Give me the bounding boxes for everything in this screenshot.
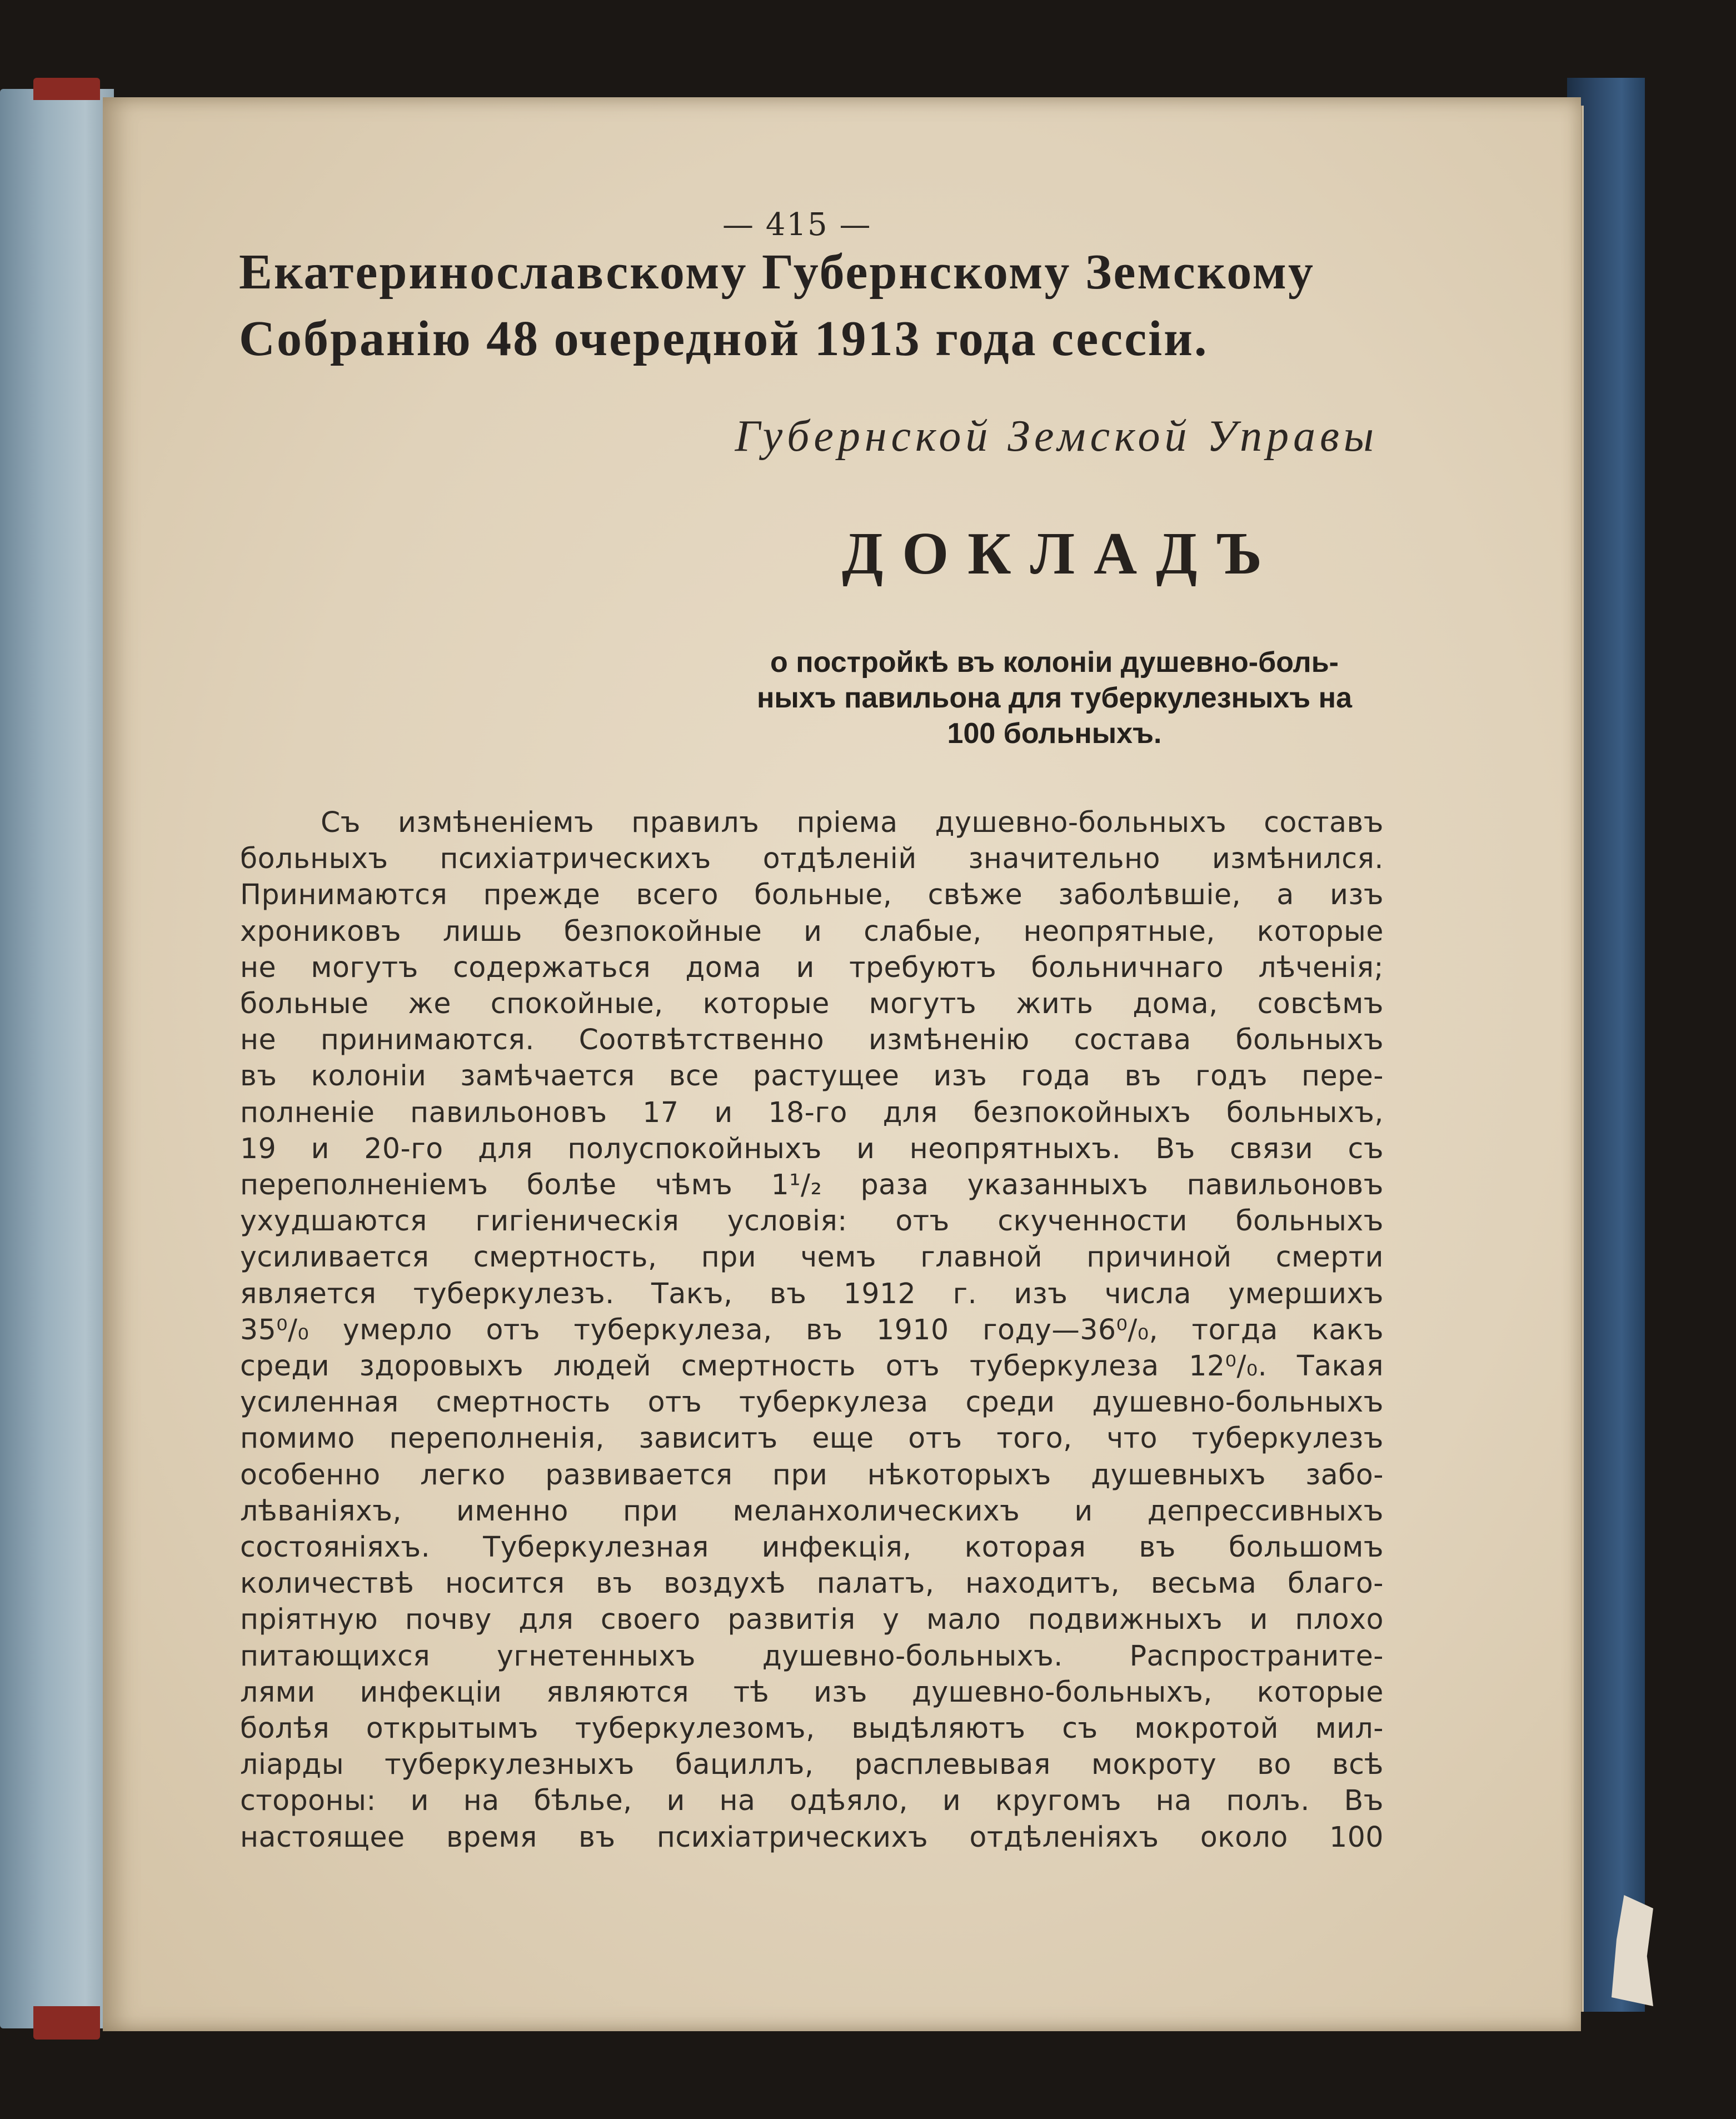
body-line: помимо переполненія, зависитъ еще отъ того, что туберкулезъ: [240, 1422, 1384, 1455]
body-line: является туберкулезъ. Такъ, въ 1912 г. изъ числа умершихъ: [240, 1277, 1384, 1310]
body-line: болѣя открытымъ туберкулезомъ, выдѣляютъ съ мокротой мил-: [240, 1712, 1384, 1745]
body-line: количествѣ носится въ воздухѣ палатъ, находитъ, весьма благо-: [240, 1567, 1384, 1600]
left-cover-red-band-top: [33, 78, 100, 100]
page-number: — 415 —: [722, 207, 872, 243]
body-line: усиливается смертность, при чемъ главной причиной смерти: [240, 1240, 1384, 1274]
document-heading: [239, 239, 1384, 372]
body-line: не могутъ содержаться дома и требуютъ больничнаго лѣченія;: [240, 950, 1384, 984]
report-subject: [725, 645, 1384, 751]
body-line: стороны: и на бѣлье, и на одѣяло, и кругомъ на полъ. Въ: [240, 1784, 1384, 1817]
body-line: лѣваніяхъ, именно при меланхолическихъ и депрессивныхъ: [240, 1494, 1384, 1527]
body-line: ухудшаются гигіеническія условія: отъ скученности больныхъ: [240, 1204, 1384, 1238]
report-title: ДОКЛАДЪ: [841, 521, 1281, 587]
subject-line-1: о постройкѣ въ колоніи душевно-боль-: [770, 646, 1339, 679]
body-line: питающихся угнетенныхъ душевно-больныхъ. Распространите-: [240, 1639, 1384, 1672]
body-line: въ колоніи замѣчается все растущее изъ года въ годъ пере-: [240, 1059, 1384, 1093]
body-line: Принимаются прежде всего больные, свѣже заболѣвшіе, а изъ: [240, 878, 1384, 911]
body-text: [240, 804, 1384, 1855]
body-line: 19 и 20-го для полуспокойныхъ и неопрятныхъ. Въ связи съ: [240, 1131, 1384, 1165]
body-line: настоящее время въ психіатрическихъ отдѣленіяхъ около 100: [240, 1820, 1384, 1853]
body-line: больныхъ психіатрическихъ отдѣленій значительно измѣнился.: [240, 842, 1384, 875]
body-line: хрониковъ лишь безпокойные и слабые, неопрятные, которые: [240, 914, 1384, 948]
heading-line-2: Собранію 48 очередной 1913 года сессіи.: [239, 311, 1209, 366]
body-line: усиленная смертность отъ туберкулеза среди душевно-больныхъ: [240, 1385, 1384, 1419]
body-line: полненіе павильоновъ 17 и 18-го для безпокойныхъ больныхъ,: [240, 1095, 1384, 1129]
body-line: не принимаются. Соотвѣтственно измѣненію состава больныхъ: [240, 1023, 1384, 1056]
body-line: 35⁰/₀ умерло отъ туберкулеза, въ 1910 году—36⁰/₀, тогда какъ: [240, 1313, 1384, 1346]
subject-line-2: ныхъ павильона для туберкулезныхъ на: [756, 682, 1352, 714]
heading-line-1: Екатеринославскому Губернскому Земскому: [239, 245, 1315, 300]
subject-line-3: 100 больныхъ.: [947, 717, 1162, 750]
body-line: больные же спокойные, которые могутъ жить дома, совсѣмъ: [240, 987, 1384, 1020]
issuer-line: Губернской Земской Управы: [735, 412, 1378, 461]
body-line: среди здоровыхъ людей смертность отъ туберкулеза 12⁰/₀. Такая: [240, 1349, 1384, 1383]
left-book-cover: [0, 89, 114, 2028]
body-line: особенно легко развивается при нѣкоторыхъ душевныхъ забо-: [240, 1458, 1384, 1491]
body-line: пріятную почву для своего развитія у мало подвижныхъ и плохо: [240, 1603, 1384, 1636]
body-line: состояніяхъ. Туберкулезная инфекція, которая въ большомъ: [240, 1530, 1384, 1564]
body-line: лями инфекціи являются тѣ изъ душевно-больныхъ, которые: [240, 1675, 1384, 1708]
body-line: переполненіемъ болѣе чѣмъ 1¹/₂ раза указанныхъ павильоновъ: [240, 1168, 1384, 1201]
body-line: Съ измѣненіемъ правилъ пріема душевно-больныхъ составъ: [321, 806, 1384, 839]
body-line: ліарды туберкулезныхъ бациллъ, расплевывая мокроту во всѣ: [240, 1748, 1384, 1781]
left-cover-red-band-bottom: [33, 2006, 100, 2040]
